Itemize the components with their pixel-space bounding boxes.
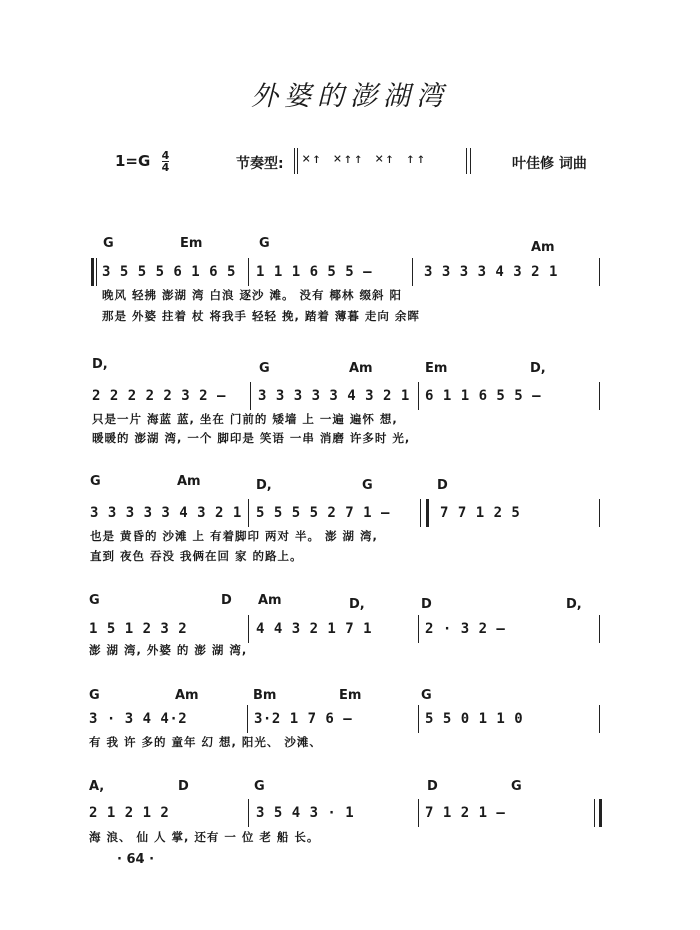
barline <box>418 799 419 827</box>
chord: Bm <box>253 688 277 703</box>
chord: Am <box>177 474 201 489</box>
lyrics-verse-2: 直到 夜色 吞没 我俩在回 家 的路上。 <box>90 549 303 563</box>
chord: D <box>427 779 438 794</box>
barline <box>599 499 600 527</box>
chord: Am <box>258 593 282 608</box>
chord: Am <box>349 361 373 376</box>
measure-notes: 5 5 5 5 2 7 1 — <box>256 505 390 521</box>
measure-notes: 1 1 1 6 5 5 — <box>256 264 373 280</box>
chord: G <box>259 361 270 376</box>
measure-notes: 2 2 2 2 2 3 2 — <box>92 388 226 404</box>
barline <box>418 705 419 733</box>
chord: G <box>362 478 373 493</box>
chord: G <box>90 474 101 489</box>
time-signature-bottom: 4 <box>161 161 170 174</box>
lyrics-verse-1: 也是 黄昏的 沙滩 上 有着脚印 两对 半。 澎 湖 湾, <box>90 529 378 543</box>
lyrics-verse-1: 只是一片 海蓝 蓝, 坐在 门前的 矮墙 上 一遍 遍怀 想, <box>92 412 398 426</box>
repeat-barline <box>599 799 602 827</box>
barline <box>599 382 600 410</box>
barline <box>248 615 249 643</box>
chord: G <box>421 688 432 703</box>
chord: D <box>221 593 232 608</box>
barline <box>248 499 249 527</box>
barline <box>418 615 419 643</box>
measure-notes: 3 3 3 3 4 3 2 1 <box>424 264 558 280</box>
measure-notes: 5 5 0 1 1 0 <box>425 711 524 727</box>
chord: Em <box>180 236 203 251</box>
rhythm-label: 节奏型: <box>236 156 284 172</box>
barline <box>599 258 600 286</box>
lyrics-verse-1: 澎 湖 湾, 外婆 的 澎 湖 湾, <box>89 643 248 657</box>
chord: G <box>511 779 522 794</box>
repeat-barline <box>420 499 421 527</box>
measure-notes: 3 5 5 5 6 1 6 5 <box>102 264 236 280</box>
lyrics-verse-1: 海 浪、 仙 人 掌, 还有 一 位 老 船 长。 <box>89 830 320 844</box>
rhythm-barline-start-2 <box>297 148 298 174</box>
barline <box>247 705 248 733</box>
song-title: 外婆的澎湖湾 <box>251 81 449 112</box>
repeat-barline <box>91 258 94 286</box>
lyrics-verse-2: 那是 外婆 拄着 杖 将我手 轻轻 挽, 踏着 薄暮 走向 余晖 <box>102 309 420 323</box>
measure-notes: 7 1 2 1 — <box>425 805 506 821</box>
measure-notes: 7 7 1 2 5 <box>440 505 521 521</box>
chord: D, <box>566 597 582 612</box>
measure-notes: 3 3 3 3 3 4 3 2 1 <box>258 388 410 404</box>
chord: G <box>89 593 100 608</box>
lyrics-verse-1: 有 我 许 多的 童年 幻 想, 阳光、 沙滩、 <box>89 735 322 749</box>
chord: G <box>259 236 270 251</box>
chord: Em <box>425 361 448 376</box>
barline <box>250 382 251 410</box>
measure-notes: 3 3 3 3 3 4 3 2 1 <box>90 505 242 521</box>
chord: D <box>437 478 448 493</box>
chord: A, <box>89 779 105 794</box>
chord: Am <box>175 688 199 703</box>
chord: Am <box>531 240 555 255</box>
barline <box>248 258 249 286</box>
chord: Em <box>339 688 362 703</box>
barline <box>599 705 600 733</box>
repeat-barline <box>426 499 429 527</box>
rhythm-pattern: ×↑ ×↑↑ ×↑ ↑↑ <box>302 151 428 167</box>
time-signature <box>162 150 170 173</box>
measure-notes: 4 4 3 2 1 7 1 <box>256 621 373 637</box>
barline <box>412 258 413 286</box>
chord: D, <box>349 597 365 612</box>
measure-notes: 6 1 1 6 5 5 — <box>425 388 542 404</box>
chord: G <box>89 688 100 703</box>
repeat-barline <box>594 799 595 827</box>
measure-notes: 1 5 1 2 3 2 <box>89 621 188 637</box>
measure-notes: 3 · 3 4 4·2 <box>89 711 188 727</box>
chord: D, <box>92 357 108 372</box>
time-signature-top: 4 <box>161 149 170 162</box>
rhythm-barline-end-2 <box>470 148 471 174</box>
lyrics-verse-1: 晚风 轻拂 澎湖 湾 白浪 逐沙 滩。 没有 椰林 缀斜 阳 <box>102 288 403 302</box>
chord: D <box>421 597 432 612</box>
barline <box>96 258 97 286</box>
author-credit: 叶佳修 词曲 <box>512 156 587 172</box>
chord: G <box>103 236 114 251</box>
lyrics-verse-2: 暖暖的 澎湖 湾, 一个 脚印是 笑语 一串 消磨 许多时 光, <box>92 431 411 445</box>
measure-notes: 2 · 3 2 — <box>425 621 506 637</box>
barline <box>248 799 249 827</box>
key-signature <box>115 150 169 173</box>
barline <box>418 382 419 410</box>
chord: D, <box>256 478 272 493</box>
chord: D, <box>530 361 546 376</box>
barline <box>599 615 600 643</box>
key-text: 1=G <box>115 152 151 170</box>
rhythm-barline-start <box>294 148 295 174</box>
measure-notes: 3 5 4 3 · 1 <box>256 805 355 821</box>
chord: D <box>178 779 189 794</box>
page-number: · 64 · <box>117 852 155 867</box>
rhythm-barline-end <box>466 148 467 174</box>
measure-notes: 2 1 2 1 2 <box>89 805 170 821</box>
measure-notes: 3·2 1 7 6 — <box>254 711 353 727</box>
chord: G <box>254 779 265 794</box>
